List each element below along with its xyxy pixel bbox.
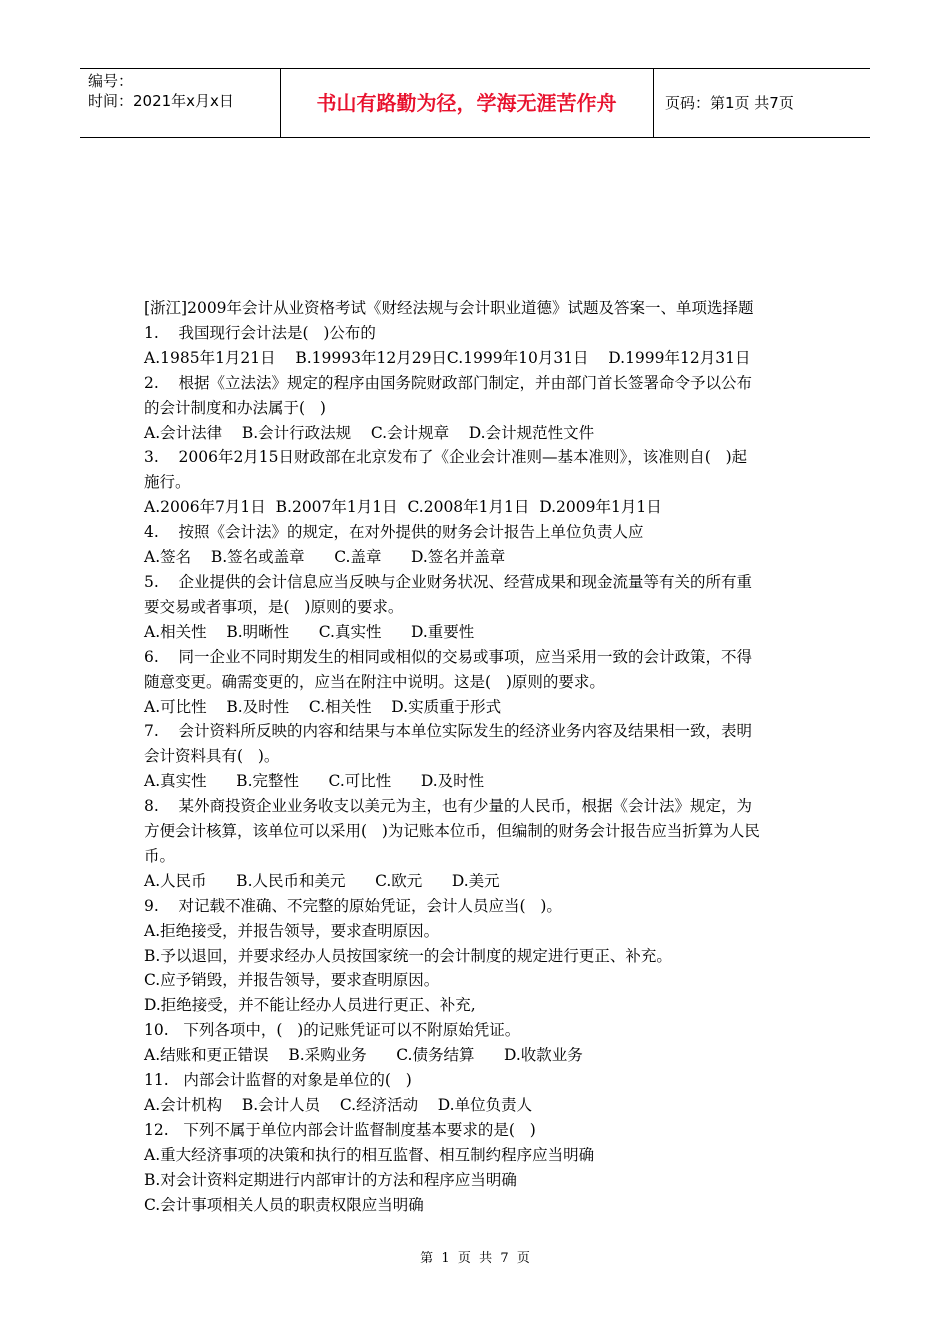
document-line: B.予以退回，并要求经办人员按国家统一的会计制度的规定进行更正、补充。 — [144, 946, 672, 965]
document-line: 8. 某外商投资企业业务收支以美元为主，也有少量的人民币，根据《会计法》规定，为 — [144, 797, 752, 816]
document-line: A.人民币 B.人民币和美元 C.欧元 D.美元 — [144, 871, 500, 890]
document-line: 6. 同一企业不同时期发生的相同或相似的交易或事项，应当采用一致的会计政策，不得 — [144, 647, 752, 666]
document-line: A.真实性 B.完整性 C.可比性 D.及时性 — [144, 772, 485, 791]
document-line: 5. 企业提供的会计信息应当反映与企业财务状况、经营成果和现金流量等有关的所有重 — [144, 572, 752, 591]
document-line: 施行。 — [144, 473, 191, 492]
document-line: 的会计制度和办法属于( ) — [144, 398, 326, 417]
document-line: 币。 — [144, 846, 176, 865]
document-line: 12. 下列不属于单位内部会计监督制度基本要求的是( ) — [144, 1120, 536, 1139]
document-line: 9. 对记载不准确、不完整的原始凭证，会计人员应当( )。 — [144, 896, 562, 915]
document-line: [浙江]2009年会计从业资格考试《财经法规与会计职业道德》试题及答案一、单项选择题 — [144, 299, 754, 317]
header-page-info: 页码：第1页 共7页 — [665, 94, 794, 112]
document-line: C.会计事项相关人员的职责权限应当明确 — [144, 1195, 424, 1214]
document-line: 7. 会计资料所反映的内容和结果与本单位实际发生的经济业务内容及结果相一致，表明 — [144, 722, 752, 741]
date-label: 时间：2021年x月x日 — [88, 92, 234, 110]
document-line: A.会计法律 B.会计行政法规 C.会计规章 D.会计规范性文件 — [144, 423, 595, 442]
document-line: A.拒绝接受，并报告领导，要求查明原因。 — [144, 921, 440, 940]
document-line: B.对会计资料定期进行内部审计的方法和程序应当明确 — [144, 1170, 517, 1189]
document-line: 2. 根据《立法法》规定的程序由国务院财政部门制定，并由部门首长签署命令予以公布 — [144, 373, 752, 392]
document-line: 11. 内部会计监督的对象是单位的( ) — [144, 1071, 412, 1090]
serial-number-label: 编号： — [88, 72, 134, 90]
document-line: D.拒绝接受，并不能让经办人员进行更正、补充, — [144, 996, 476, 1015]
document-line: A.会计机构 B.会计人员 C.经济活动 D.单位负责人 — [144, 1096, 533, 1114]
document-line: A.2006年7月1日 B.2007年1月1日 C.2008年1月1日 D.2009年1月1日 — [144, 498, 662, 517]
document-line: 要交易或者事项，是( )原则的要求。 — [144, 597, 404, 616]
document-line: A.签名 B.签名或盖章 C.盖章 D.签名并盖章 — [144, 548, 506, 567]
document-line: A.结账和更正错误 B.采购业务 C.债务结算 D.收款业务 — [144, 1046, 583, 1065]
document-line: 随意变更。确需变更的，应当在附注中说明。这是( )原则的要求。 — [144, 672, 605, 691]
document-line: 会计资料具有( )。 — [144, 747, 280, 766]
document-line: A.可比性 B.及时性 C.相关性 D.实质重于形式 — [144, 697, 502, 716]
document-line: A.1985年1月21日 B.19993年12月29日C.1999年10月31日 D.1999年12月31日 — [144, 348, 751, 367]
document-line: 4. 按照《会计法》的规定，在对外提供的财务会计报告上单位负责人应 — [144, 523, 644, 542]
header-motto: 书山有路勤为径，学海无涯苦作舟 — [316, 91, 617, 115]
page-footer: 第 1 页 共 7 页 — [420, 1251, 530, 1266]
document-line: A.相关性 B.明晰性 C.真实性 D.重要性 — [144, 622, 475, 641]
document-line: 3. 2006年2月15日财政部在北京发布了《企业会计准则—基本准则》，该准则自( )起 — [144, 448, 748, 467]
document-line: C.应予销毁，并报告领导，要求查明原因。 — [144, 971, 440, 990]
document-line: 1. 我国现行会计法是( )公布的 — [144, 323, 376, 342]
document-line: 方便会计核算，该单位可以采用( )为记账本位币，但编制的财务会计报告应当折算为人民 — [144, 822, 760, 841]
document-body — [144, 296, 806, 1218]
document-line: A.重大经济事项的决策和执行的相互监督、相互制约程序应当明确 — [144, 1145, 595, 1164]
header-meta — [88, 71, 234, 111]
document-line: 10. 下列各项中，( )的记账凭证可以不附原始凭证。 — [144, 1021, 521, 1040]
page-header — [80, 68, 870, 138]
header-divider-right — [653, 69, 654, 137]
